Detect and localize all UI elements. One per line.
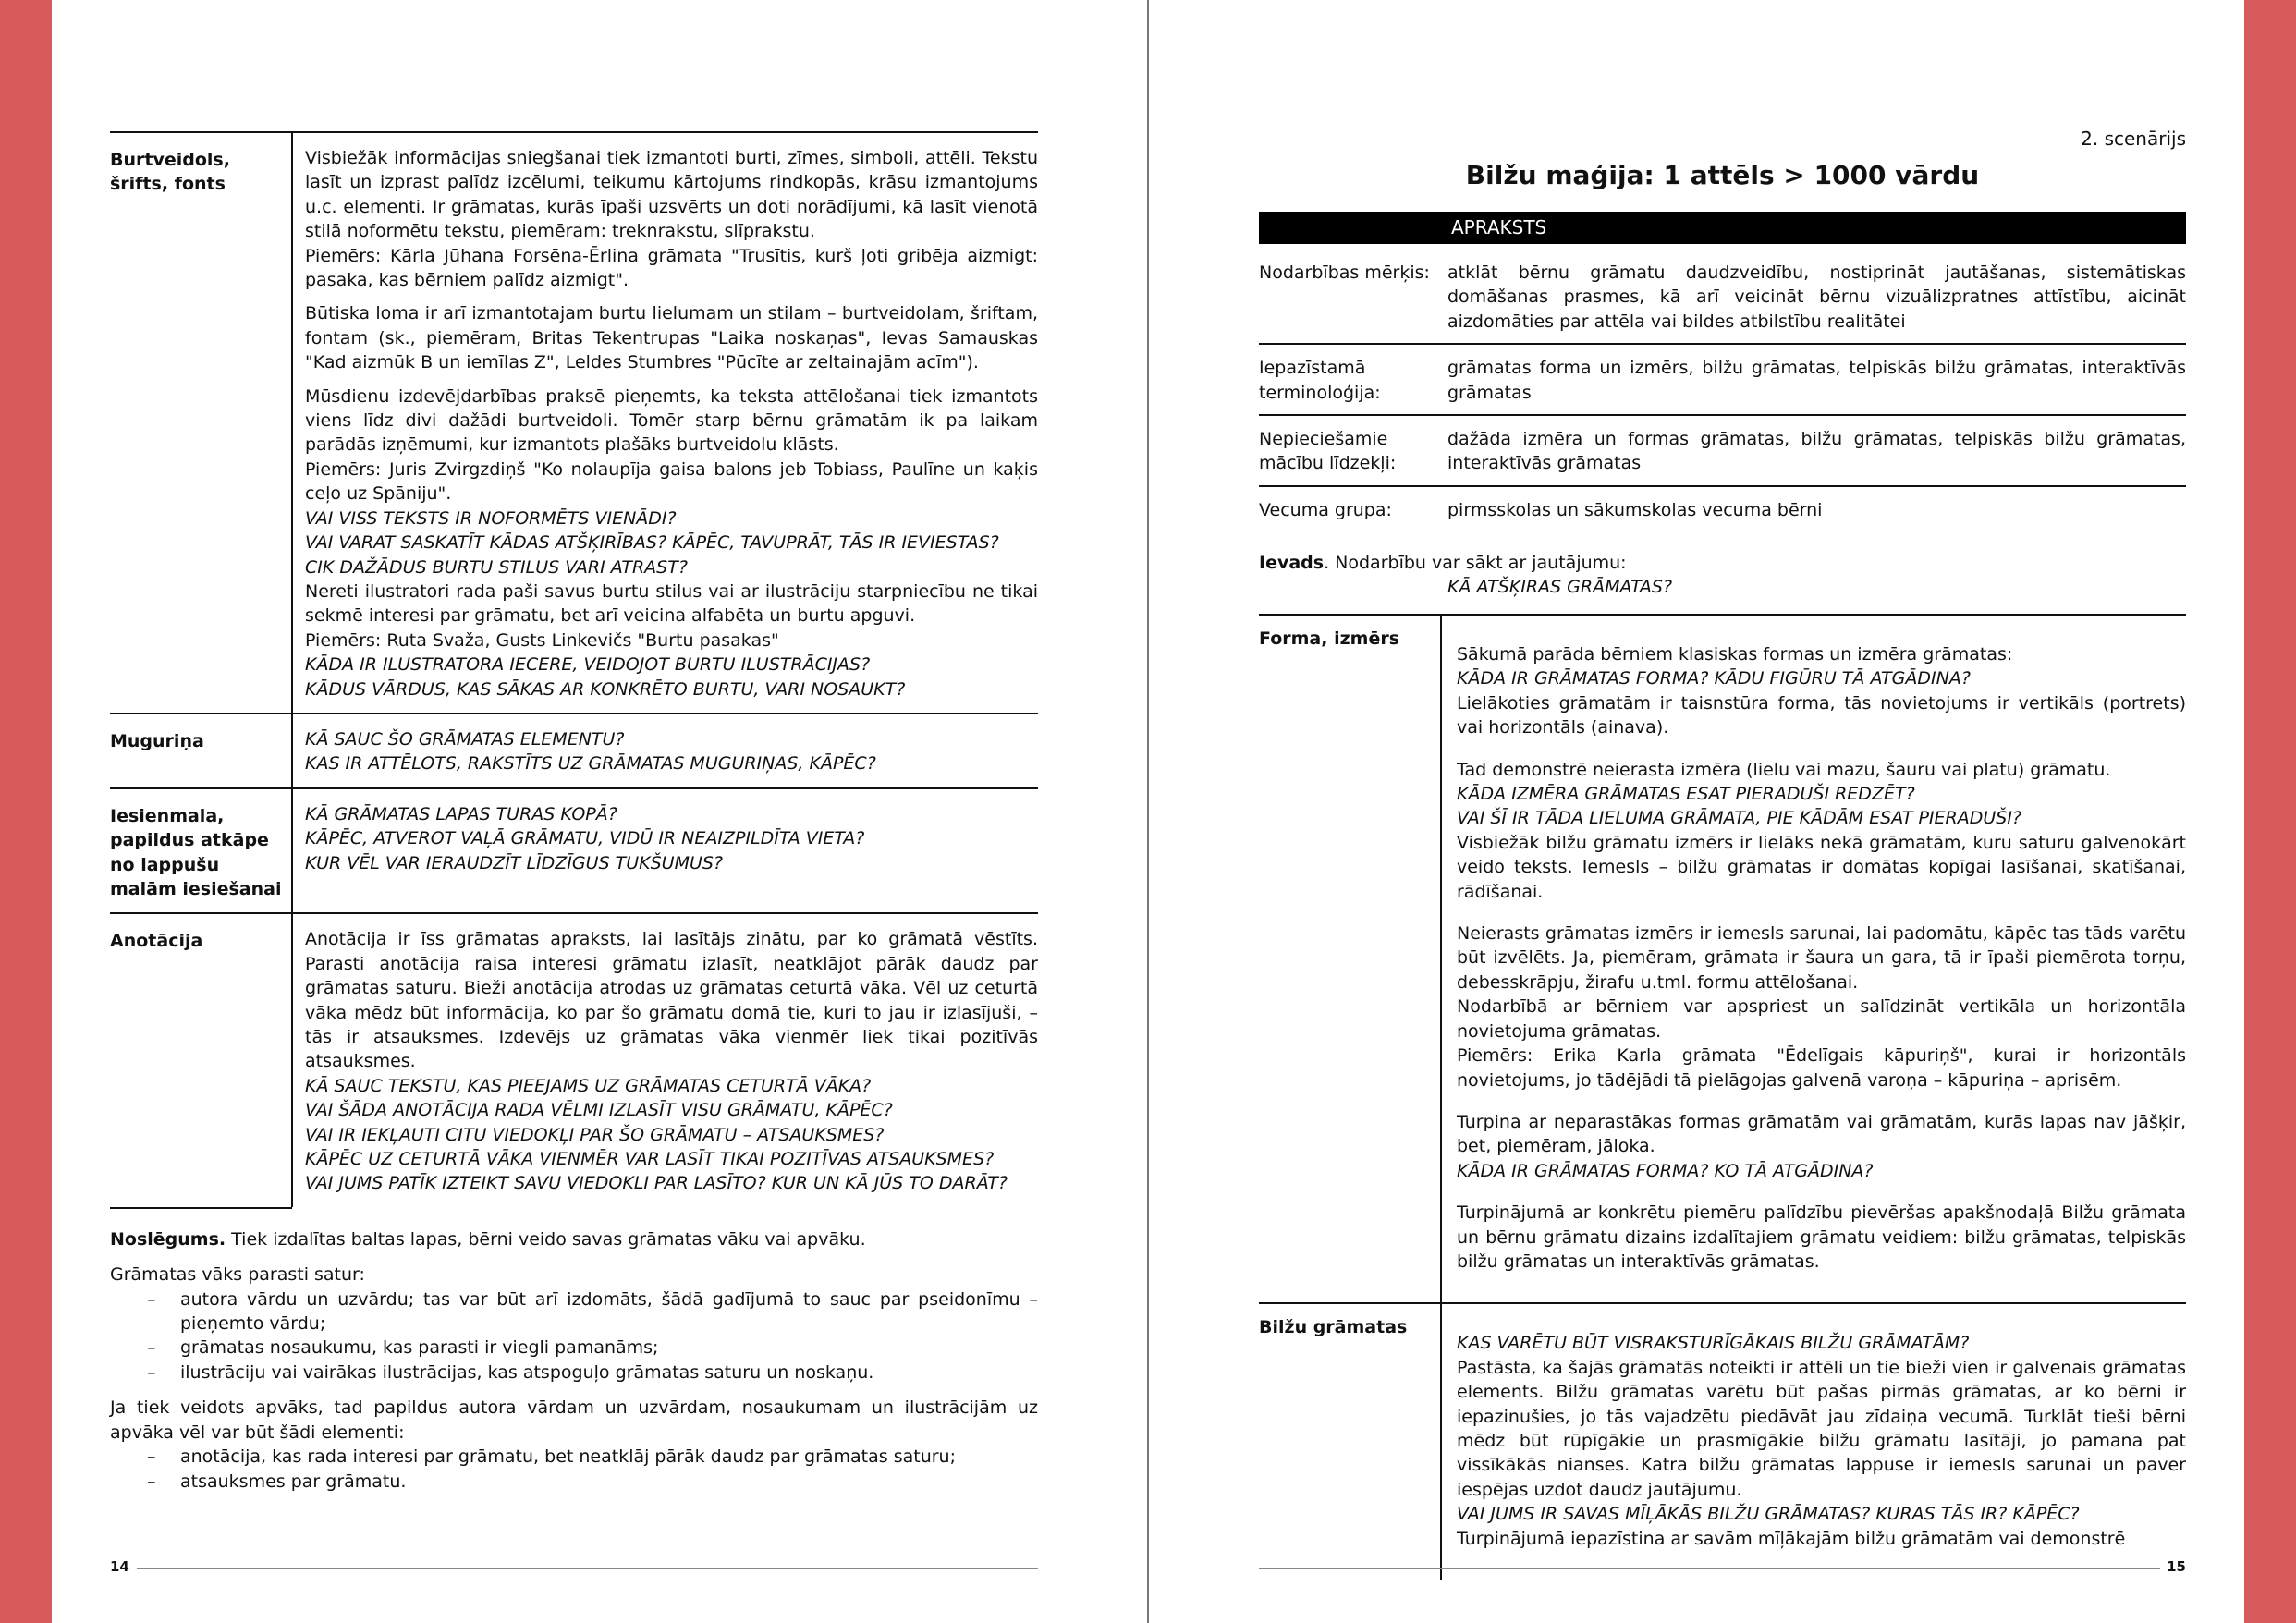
left-page [110,131,1038,1494]
row-label: Burtveidols, šrifts, fonts [110,133,293,713]
content-paragraph [305,384,1038,702]
table-row [110,787,1038,913]
section-header-bar [1259,212,2186,244]
question-line: VAI VARAT SASKATĪT KĀDAS ATŠĶIRĪBAS? KĀPĒC, TAVUPRĀT, TĀS IR IEVIESTAS? [305,532,999,554]
description-row [1259,416,2186,487]
content-paragraph [305,927,1038,1195]
jacket-intro: Ja tiek veidots apvāks, tad papildus autora vārdam un uzvārdam, nosaukumam un ilustrācijām uz apvāka vēl var būt šādi elementi: [110,1397,1038,1443]
closing-label: Noslēgums. [110,1228,226,1250]
content-paragraph [1457,1110,2186,1183]
intro-question: KĀ ATŠĶIRAS GRĀMATAS? [1447,577,1673,598]
question-line: KĀPĒC, ATVEROT VAĻĀ GRĀMATU, VIDŪ IR NEAIZPILDĪTA VIETA? [305,828,865,849]
list-item: – autora vārdu un uzvārdu; tas var būt arī izdomāts, šādā gadījumā to sauc par pseidonīmu – pieņemto vārdu; [110,1287,1038,1336]
intro-paragraph [1259,551,2186,600]
question-line: CIK DAŽĀDUS BURTU STILUS VARI ATRAST? [305,556,688,578]
table-row [110,912,1038,1206]
row-label: Forma, izmērs [1259,616,1442,1302]
table-row [110,713,1038,787]
description-value: atklāt bērnu grāmatu daudzveidību, nostiprināt jautāšanas, sistemātiskas domāšanas prasmes, kā arī veicināt bērnu vizuālizpratnes attīstību, aicināt aizdomāties par attēla vai bildes atbilstību realitātei [1447,262,2186,332]
description-label: Vecuma grupa: [1259,499,1392,520]
question-line: VAI IR IEKĻAUTI CITU VIEDOKĻI PAR ŠO GRĀMATU – ATSAUKSMES? [305,1124,885,1145]
table-row [1259,1302,2186,1580]
right-table [1259,614,2186,1580]
intro-text: . Nodarbību var sākt ar jautājumu: [1324,553,1627,573]
question-line: KĀ GRĀMATAS LAPAS TURAS KOPĀ? [305,803,617,824]
description-row [1259,257,2186,345]
text-line: Turpinājumā iepazīstina ar savām mīļākajām bilžu grāmatām vai demonstrē [1457,1528,2126,1549]
question-line: KĀ SAUC ŠO GRĀMATAS ELEMENTU? [305,728,625,750]
description-row [1259,345,2186,416]
question-line: KĀPĒC UZ CETURTĀ VĀKA VIENMĒR VAR LASĪT TIKAI POZITĪVAS ATSAUKSMES? [305,1149,995,1170]
list-item: – anotācija, kas rada interesi par grāmatu, bet neatklāj pārāk daudz par grāmatas saturu; [110,1445,1038,1469]
text-line: Sākumā parāda bērniem klasiskas formas un izmēra grāmatas: [1457,644,2013,665]
text-line: Piemērs: Kārla Jūhana Forsēna-Ērlina grāmata "Trusītis, kurš ļoti gribēja aizmigt: pasaka, kas bērniem palīdz aizmigt". [305,245,1038,291]
closing-text: Tiek izdalītas baltas lapas, bērni veido savas grāmatas vāku vai apvāku. [226,1228,866,1250]
right-red-margin [2244,0,2296,1623]
text-line: Neierasts grāmatas izmērs ir iemesls sarunai, lai padomātu, kāpēc tas tāds varētu būt izvēlēts. Ja, piemēram, grāmata ir šaura un gara, tā ir īpaši piemērota torņu, debesskrāpju, žirafu u.tml. formu attēlošanai. [1457,923,2186,993]
text-line: Turpinājumā ar konkrētu piemēru palīdzību pievēršas apakšnodaļā Bilžu grāmata un bērnu grāmatu dizains izdalītajiem grāmatu veidiem: bilžu grāmatas, telpiskās bilžu grāmatas un interaktīvās grāmatas. [1457,1202,2186,1272]
question-line: VAI ŠĪ IR TĀDA LIELUMA GRĀMATA, PIE KĀDĀM ESAT PIERADUŠI? [1457,808,2022,829]
question-line: KAS VARĒTU BŪT VISRAKSTURĪGĀKAIS BILŽU GRĀMATĀM? [1457,1333,1970,1354]
scenario-label: 2. scenārijs [2081,128,2186,150]
cover-list [110,1287,1038,1385]
text-line: Piemērs: Juris Zvirgzdiņš "Ko nolaupīja gaisa balons jeb Tobiass, Paulīne un kaķis ceļo uz Spāniju". [305,458,1038,505]
row-label: Muguriņa [110,714,293,787]
page-number-left: 14 [110,1558,129,1575]
cover-list-block [110,1263,1038,1385]
question-line: KĀDUS VĀRDUS, KAS SĀKAS AR KONKRĒTO BURTU, VARI NOSAUKT? [305,678,906,700]
text-line: Visbiežāk informācijas sniegšanai tiek izmantoti burti, zīmes, simboli, attēli. Tekstu lasīt un izprast palīdz izcēlumi, teikumu kārtojums rindkopās, krāsu izmantojums u.c. elementi. Ir grāmatas, kurās īpaši uzsvērts un doti norādījumi, kā lasīt vienotā stilā noformētu tekstu, piemēram: treknrakstu, slīprakstu. [305,148,1038,242]
text-line: Tad demonstrē neierasta izmēra (lielu vai mazu, šauru vai platu) grāmatu. [1457,759,2111,780]
intro-label: Ievads [1259,553,1325,573]
left-table-bottom [110,1207,292,1209]
table-row [110,131,1038,713]
cover-intro: Grāmatas vāks parasti satur: [110,1264,365,1286]
content-paragraph [1457,921,2186,1092]
text-line: Visbiežāk bilžu grāmatu izmērs ir lielāks nekā grāmatām, kuru saturu galvenokārt veido teksts. Iemesls – bilžu grāmatas ir domātas kopīgai lasīšanai, skatīšanai, rādīšanai. [1457,832,2186,902]
description-row [1259,487,2186,531]
book-gutter [1147,0,1149,1623]
question-line: KĀDA IZMĒRA GRĀMATAS ESAT PIERADUŠI REDZĒT? [1457,784,1915,805]
question-line: KAS IR ATTĒLOTS, RAKSTĪTS UZ GRĀMATAS MUGURIŅAS, KĀPĒC? [305,753,876,775]
question-line: VAI JUMS IR SAVAS MĪĻĀKĀS BILŽU GRĀMATAS? KURAS TĀS IR? KĀPĒC? [1457,1504,2080,1525]
row-content [1442,1304,2186,1580]
question-line: KĀDA IR ILUSTRATORA IECERE, VEIDOJOT BURTU ILUSTRĀCIJAS? [305,654,871,676]
list-item: – atsauksmes par grāmatu. [110,1470,1038,1494]
section-header-label: APRAKSTS [1451,216,1547,238]
content-paragraph [305,146,1038,292]
list-item: – grāmatas nosaukumu, kas parasti ir viegli pamanāms; [110,1336,1038,1360]
row-content [293,914,1038,1206]
question-line: VAI JUMS PATĪK IZTEIKT SAVU VIEDOKLI PAR LASĪTO? KUR UN KĀ JŪS TO DARĀT? [305,1173,1008,1194]
page-title: Bilžu maģija: 1 attēls > 1000 vārdu [1465,160,1980,190]
description-value: grāmatas forma un izmērs, bilžu grāmatas, telpiskās bilžu grāmatas, interaktīvās grāmatas [1447,358,2186,403]
text-line: Nodarbībā ar bērniem var apspriest un salīdzināt vertikāla un horizontāla novietojuma grāmatas. [1457,996,2186,1042]
text-line: Mūsdienu izdevējdarbības praksē pieņemts, ka teksta attēlošanai tiek izmantots viens līdz divi dažādi burtveidoli. Tomēr starp bērnu grāmatām ik pa laikam parādās izņēmumi, kur izmantots plašāks burtveidolu klāsts. [305,385,1038,456]
left-red-margin [0,0,52,1623]
content-paragraph [305,802,1038,875]
text-line: Turpina ar neparastākas formas grāmatām vai grāmatām, kurās lapas nav jāšķir, bet, piemēram, jāloka. [1457,1111,2186,1157]
row-content [293,789,1038,913]
question-line: KĀDA IR GRĀMATAS FORMA? KĀDU FIGŪRU TĀ ATGĀDINA? [1457,668,1971,689]
question-line: VAI ŠĀDA ANOTĀCIJA RADA VĒLMI IZLASĪT VISU GRĀMATU, KĀPĒC? [305,1100,893,1121]
row-content [293,714,1038,787]
content-paragraph [1457,642,2186,740]
content-paragraph [305,301,1038,374]
row-content [1442,616,2186,1302]
text-line: Lielākoties grāmatām ir taisnstūra forma, tās novietojums ir vertikāls (portrets) vai horizontāls (ainava). [1457,692,2186,738]
description-label: Iepazīstamā terminoloģija: [1259,358,1381,403]
question-line: KUR VĒL VAR IERAUDZĪT LĪDZĪGUS TUKŠUMUS? [305,852,724,873]
text-line: Piemērs: Erika Karla grāmata "Ēdelīgais kāpuriņš", kurai ir horizontāls novietojums, jo tādējādi tā pielāgojas galvenā varoņa – kāpuriņa – aprisēm. [1457,1045,2186,1091]
text-line: Piemērs: Ruta Svaža, Gusts Linkevičs "Burtu pasakas" [305,629,779,651]
description-value: dažāda izmēra un formas grāmatas, bilžu grāmatas, telpiskās bilžu grāmatas, interaktīvās grāmatas [1447,429,2186,474]
table-row [1259,614,2186,1302]
description-value: pirmsskolas un sākumskolas vecuma bērni [1447,499,1823,520]
question-line: VAI VISS TEKSTS IR NOFORMĒTS VIENĀDI? [305,507,677,529]
text-line: Nereti ilustratori rada paši savus burtu stilus vai ar ilustrāciju starpniecību ne tikai sekmē interesi par grāmatu, bet arī veicina alfabēta un burtu apguvi. [305,580,1038,627]
question-line: KĀDA IR GRĀMATAS FORMA? KO TĀ ATGĀDINA? [1457,1160,1874,1181]
list-item: – ilustrāciju vai vairākas ilustrācijas, kas atspoguļo grāmatas saturu un noskaņu. [110,1361,1038,1385]
text-line: Anotācija ir īss grāmatas apraksts, lai lasītājs zinātu, par ko grāmatā vēstīts. Parasti anotācija raisa interesi grāmatu izlasīt, neatklājot pārāk daudz par grāmatas saturu. Bieži anotācija atrodas uz grāmatas ceturtā vāka. Vēl uz ceturtā vāka mēdz būt informācija, ko par šo grāmatu domā tie, kuri to jau ir izlasījuši, – tās ir atsauksmes. Izdevējs uz grāmatas vāka vienmēr liek tikai pozitīvās atsauksmes. [305,929,1038,1072]
text-line: Būtiska loma ir arī izmantotajam burtu lielumam un stilam – burtveidolam, šriftam, fontam (sk., piemēram, Britas Tekentrupas "Laika noskaņas", Ievas Samauskas "Kad aizmūk B un iemīlas Z", Leldes Stumbres "Pūcīte ar zeltainajām acīm"). [305,303,1038,373]
content-paragraph [1457,1331,2186,1551]
content-paragraph [305,727,1038,776]
question-line: KĀ SAUC TEKSTU, KAS PIEEJAMS UZ GRĀMATAS CETURTĀ VĀKA? [305,1075,872,1096]
closing-paragraph [110,1227,1038,1251]
row-label: Anotācija [110,914,293,1206]
jacket-list-block [110,1396,1038,1494]
footer-rule-left [137,1568,1038,1569]
row-label: Iesienmala, papildus atkāpe no lappušu malām iesiešanai [110,789,293,913]
jacket-list [110,1445,1038,1494]
description-label: Nodarbības mērķis: [1259,262,1430,283]
content-paragraph [1457,758,2186,904]
row-content [293,133,1038,713]
content-paragraph [1457,1201,2186,1274]
text-line: Pastāsta, ka šajās grāmatās noteikti ir attēli un tie bieži vien ir galvenais grāmatas elements. Bilžu grāmatas varētu būt pašas pirmās grāmatas, ar ko bērni ir iepazinušies, jo tās vajadzētu piedāvāt jau zīdaiņa vecumā. Turklāt tieši bērni mēdz būt rūpīgākie un prasmīgākie bilžu grāmatu lasītāji, jo pamana pat vissīkākās nianses. Katra bilžu grāmatas lappuse ir iemesls sarunai un paver iespējas uzdot daudz jautājumu. [1457,1357,2186,1500]
left-table [110,131,1038,1207]
page-number-right: 15 [2167,1558,2186,1575]
description-table [1259,257,2186,531]
row-label: Bilžu grāmatas [1259,1304,1442,1580]
description-label: Nepieciešamie mācību līdzekļi: [1259,429,1397,474]
footer-rule-right [1259,1568,2160,1569]
